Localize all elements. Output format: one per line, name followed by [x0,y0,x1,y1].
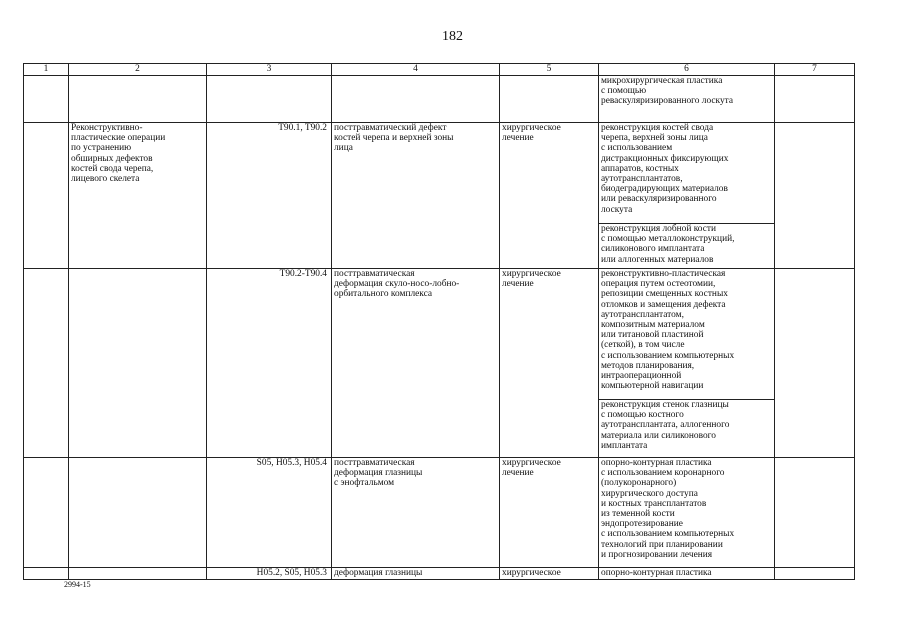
treatment-type: хирургическое лечение [500,269,599,458]
diagnosis-codes: S05, H05.3, H05.4 [207,458,332,568]
table-cell [775,458,855,568]
table-cell: микрохирургическая пластика с помощью реваскуляризированного лоскута [599,76,775,123]
procedures-table [23,63,855,580]
table-row [24,568,855,580]
diagnosis-codes: T90.1, T90.2 [207,123,332,269]
table-cell [69,269,207,458]
condition-description: посттравматический дефект костей черепа и верхней зоны лица [332,123,500,269]
treatment-method: реконструкция лобной кости с помощью металлоконструкций, силиконового имплантата или аллогенных материалов [599,224,775,269]
procedure-group-name: Реконструктивно- пластические операции по устранению обширных дефектов костей свода черепа, лицевого скелета [69,123,207,269]
table-cell [332,76,500,123]
column-header: 4 [332,64,500,76]
table-cell [775,76,855,123]
condition-description: деформация глазницы [332,568,500,580]
table-cell [500,76,599,123]
table-cell [69,568,207,580]
table-row [24,76,855,123]
treatment-method: реконструкция стенок глазницы с помощью костного аутотрансплантата, аллогенного материала или силиконового имплантата [599,400,775,458]
table-cell [24,568,69,580]
table-cell [775,568,855,580]
table-cell [69,76,207,123]
column-header: 7 [775,64,855,76]
table-row [24,458,855,568]
table-cell [775,123,855,269]
treatment-type: хирургическое [500,568,599,580]
table-cell [24,76,69,123]
column-header: 1 [24,64,69,76]
treatment-type: хирургическое лечение [500,123,599,269]
table-cell [207,76,332,123]
treatment-method: опорно-контурная пластика [599,568,775,580]
table-cell [24,269,69,458]
treatment-method: опорно-контурная пластика с использованием коронарного (полукоронарного) хирургического доступа и костных трансплантатов из теменной кости эндопротезирование с использованием компьютерных технологий при планировании и прогнозировании лечения [599,458,775,568]
table-header-row [24,64,855,76]
table-row [24,269,855,400]
diagnosis-codes: H05.2, S05, H05.3 [207,568,332,580]
condition-description: посттравматическая деформация глазницы с энофтальмом [332,458,500,568]
table-cell [69,458,207,568]
treatment-type: хирургическое лечение [500,458,599,568]
page-number: 182 [442,29,463,44]
treatment-method: реконструктивно-пластическая операция путем остеотомии, репозиции смещенных костных отломков и замещения дефекта аутотрансплантатом, композитным материалом или титановой пластиной (сеткой), в том числе с использованием компьютерных методов планирования, интраоперационной компьютерной навигации [599,269,775,400]
document-code: 2994-15 [64,580,91,589]
table-cell [775,269,855,458]
column-header: 3 [207,64,332,76]
column-header: 6 [599,64,775,76]
diagnosis-codes: T90.2-T90.4 [207,269,332,458]
treatment-method: реконструкция костей свода черепа, верхней зоны лица с использованием дистракционных фиксирующих аппаратов, костных аутотрансплантатов, биодеградирующих материалов или реваскуляризированного лоскута [599,123,775,224]
table-row [24,123,855,224]
table-cell [24,458,69,568]
column-header: 2 [69,64,207,76]
table-cell [24,123,69,269]
column-header: 5 [500,64,599,76]
condition-description: посттравматическая деформация скуло-носо-лобно- орбитального комплекса [332,269,500,458]
